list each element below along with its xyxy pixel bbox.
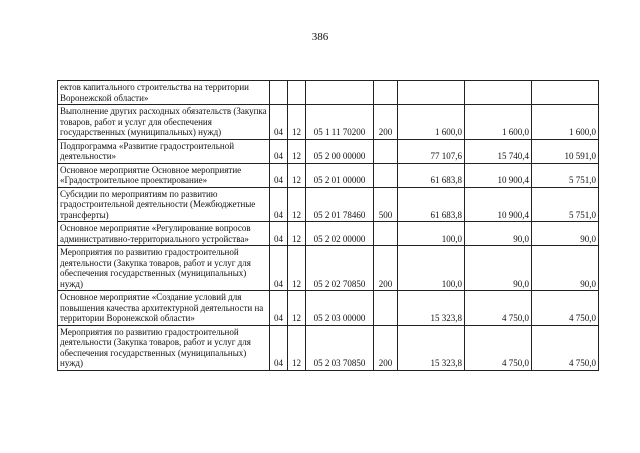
- amount-cell-2: 1 600,0: [465, 105, 532, 140]
- section-code-cell: [270, 81, 288, 105]
- section-code-cell: 04: [270, 222, 288, 246]
- amount-cell-3: 4 750,0: [532, 291, 599, 326]
- amount-cell-3: 90,0: [532, 246, 599, 291]
- amount-cell-1: 15 323,8: [398, 325, 465, 370]
- amount-cell-1: 1 600,0: [398, 105, 465, 140]
- expense-type-cell: 500: [374, 187, 398, 222]
- target-article-cell: 05 2 03 00000: [306, 291, 374, 326]
- amount-cell-2: 4 750,0: [465, 325, 532, 370]
- expense-type-cell: 200: [374, 105, 398, 140]
- subsection-code-cell: [288, 81, 306, 105]
- table-row: [58, 187, 599, 222]
- amount-cell-1: 61 683,8: [398, 187, 465, 222]
- table-body: [58, 81, 599, 371]
- amount-cell-2: 10 900,4: [465, 187, 532, 222]
- subsection-code-cell: 12: [288, 222, 306, 246]
- amount-cell-2: 15 740,4: [465, 139, 532, 163]
- expense-type-cell: 200: [374, 246, 398, 291]
- amount-cell-2: 90,0: [465, 246, 532, 291]
- amount-cell-2: 90,0: [465, 222, 532, 246]
- row-name-cell: Подпрограмма «Развитие градостроительной деятельности»: [58, 139, 270, 163]
- section-code-cell: 04: [270, 163, 288, 187]
- target-article-cell: 05 1 11 70200: [306, 105, 374, 140]
- target-article-cell: 05 2 02 00000: [306, 222, 374, 246]
- expense-type-cell: [374, 163, 398, 187]
- row-name-cell: Мероприятия по развитию градостроительной деятельности (Закупка товаров, работ и услуг для обеспечения государственных (муниципальных) нужд): [58, 325, 270, 370]
- subsection-code-cell: 12: [288, 187, 306, 222]
- amount-cell-1: [398, 81, 465, 105]
- section-code-cell: 04: [270, 325, 288, 370]
- target-article-cell: 05 2 02 70850: [306, 246, 374, 291]
- table-row: [58, 139, 599, 163]
- subsection-code-cell: 12: [288, 163, 306, 187]
- amount-cell-1: 100,0: [398, 222, 465, 246]
- subsection-code-cell: 12: [288, 291, 306, 326]
- amount-cell-1: 100,0: [398, 246, 465, 291]
- subsection-code-cell: 12: [288, 325, 306, 370]
- table-row: [58, 325, 599, 370]
- subsection-code-cell: 12: [288, 139, 306, 163]
- table-row: [58, 105, 599, 140]
- expense-type-cell: 200: [374, 325, 398, 370]
- expense-type-cell: [374, 291, 398, 326]
- expense-type-cell: [374, 81, 398, 105]
- expense-type-cell: [374, 139, 398, 163]
- table-row: [58, 291, 599, 326]
- table-row: [58, 163, 599, 187]
- amount-cell-2: [465, 81, 532, 105]
- target-article-cell: 05 2 01 78460: [306, 187, 374, 222]
- table-row: [58, 222, 599, 246]
- amount-cell-3: 5 751,0: [532, 163, 599, 187]
- expense-type-cell: [374, 222, 398, 246]
- amount-cell-3: [532, 81, 599, 105]
- subsection-code-cell: 12: [288, 246, 306, 291]
- section-code-cell: 04: [270, 291, 288, 326]
- amount-cell-1: 77 107,6: [398, 139, 465, 163]
- row-name-cell: Основное мероприятие «Создание условий для повышения качества архитектурной деятельности на территории Воронежской области»: [58, 291, 270, 326]
- amount-cell-3: 4 750,0: [532, 325, 599, 370]
- section-code-cell: 04: [270, 246, 288, 291]
- amount-cell-2: 10 900,4: [465, 163, 532, 187]
- row-name-cell: Мероприятия по развитию градостроительной деятельности (Закупка товаров, работ и услуг для обеспечения государственных (муниципальных) нужд): [58, 246, 270, 291]
- amount-cell-3: 1 600,0: [532, 105, 599, 140]
- row-name-cell: Выполнение других расходных обязательств (Закупка товаров, работ и услуг для обеспечения государственных (муниципальных) нужд): [58, 105, 270, 140]
- amount-cell-2: 4 750,0: [465, 291, 532, 326]
- amount-cell-3: 10 591,0: [532, 139, 599, 163]
- row-name-cell: Основное мероприятие «Регулирование вопросов административно-территориального устройства»: [58, 222, 270, 246]
- amount-cell-1: 15 323,8: [398, 291, 465, 326]
- section-code-cell: 04: [270, 187, 288, 222]
- target-article-cell: 05 2 03 70850: [306, 325, 374, 370]
- budget-table: [57, 80, 599, 371]
- section-code-cell: 04: [270, 139, 288, 163]
- section-code-cell: 04: [270, 105, 288, 140]
- table-row: [58, 81, 599, 105]
- amount-cell-3: 90,0: [532, 222, 599, 246]
- target-article-cell: 05 2 00 00000: [306, 139, 374, 163]
- subsection-code-cell: 12: [288, 105, 306, 140]
- target-article-cell: 05 2 01 00000: [306, 163, 374, 187]
- row-name-cell: Субсидии по мероприятиям по развитию градостроительной деятельности (Межбюджетные трансферты): [58, 187, 270, 222]
- amount-cell-3: 5 751,0: [532, 187, 599, 222]
- amount-cell-1: 61 683,8: [398, 163, 465, 187]
- target-article-cell: [306, 81, 374, 105]
- page-number: 386: [311, 31, 329, 43]
- table-row: [58, 246, 599, 291]
- row-name-cell: Основное мероприятие Основное мероприятие «Градостроительное проектирование»: [58, 163, 270, 187]
- row-name-cell: ектов капитального строительства на территории Воронежской области»: [58, 81, 270, 105]
